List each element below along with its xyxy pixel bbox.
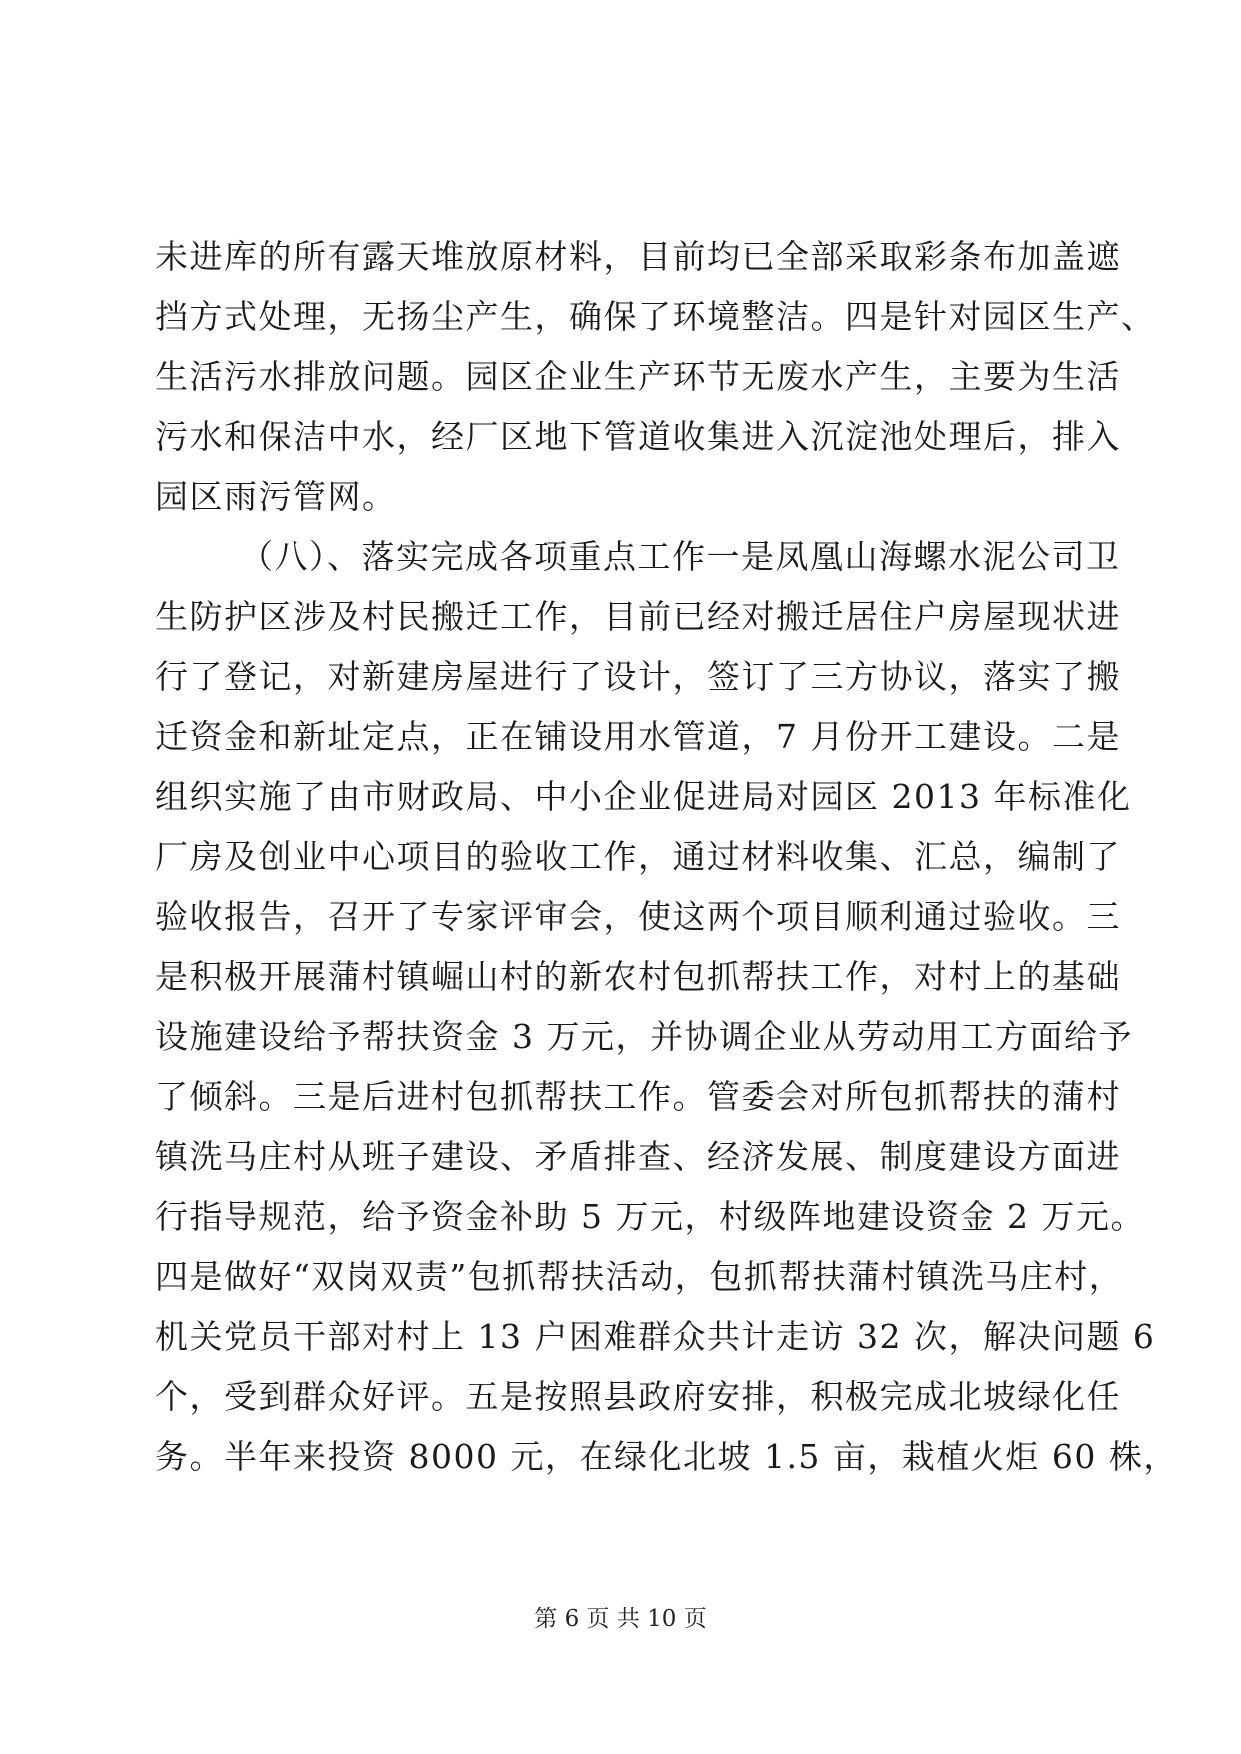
text-line: 了倾斜。三是后进村包抓帮扶工作。管委会对所包抓帮扶的蒲村 (155, 1077, 1121, 1116)
text-line: 四是做好“双岗双责”包抓帮扶活动，包抓帮扶蒲村镇洗马庄村， (155, 1257, 1124, 1296)
text-line: 厂房及创业中心项目的验收工作，通过材料收集、汇总，编制了 (155, 837, 1121, 876)
page-number-footer: 第 6 页 共 10 页 (534, 1606, 707, 1632)
text-line: 个，受到群众好评。五是按照县政府安排，积极完成北坡绿化任 (155, 1377, 1121, 1416)
text-line: 生活污水排放问题。园区企业生产环节无废水产生，主要为生活 (155, 357, 1121, 396)
text-line: 生防护区涉及村民搬迁工作，目前已经对搬迁居住户房屋现状进 (155, 597, 1121, 636)
text-line: 设施建设给予帮扶资金 3 万元，并协调企业从劳动用工方面给予 (155, 1017, 1133, 1056)
text-line: 挡方式处理，无扬尘产生，确保了环境整洁。四是针对园区生产、 (155, 297, 1156, 336)
text-line: 验收报告，召开了专家评审会，使这两个项目顺利通过验收。三 (155, 897, 1121, 936)
text-line: 是积极开展蒲村镇崛山村的新农村包抓帮扶工作，对村上的基础 (155, 957, 1121, 996)
section-heading-line: （八）、落实完成各项重点工作一是凤凰山海螺水泥公司卫 (240, 537, 1121, 576)
text-line: 行指导规范，给予资金补助 5 万元，村级阵地建设资金 2 万元。 (155, 1197, 1145, 1236)
text-line: 镇洗马庄村从班子建设、矛盾排查、经济发展、制度建设方面进 (155, 1137, 1121, 1176)
text-line: 机关党员干部对村上 13 户困难群众共计走访 32 次，解决问题 6 (155, 1317, 1156, 1356)
text-line: 迁资金和新址定点，正在铺设用水管道，7 月份开工建设。二是 (155, 717, 1121, 756)
text-line: 务。半年来投资 8000 元，在绿化北坡 1.5 亩，栽植火炬 60 株， (155, 1437, 1178, 1476)
text-line: 行了登记，对新建房屋进行了设计，签订了三方协议，落实了搬 (155, 657, 1121, 696)
text-line: 污水和保洁中水，经厂区地下管道收集进入沉淀池处理后，排入 (155, 417, 1121, 456)
text-line: 园区雨污管网。 (155, 477, 397, 516)
text-line: 未进库的所有露天堆放原材料，目前均已全部采取彩条布加盖遮 (155, 237, 1121, 276)
text-line: 组织实施了由市财政局、中小企业促进局对园区 2013 年标准化 (155, 777, 1132, 816)
